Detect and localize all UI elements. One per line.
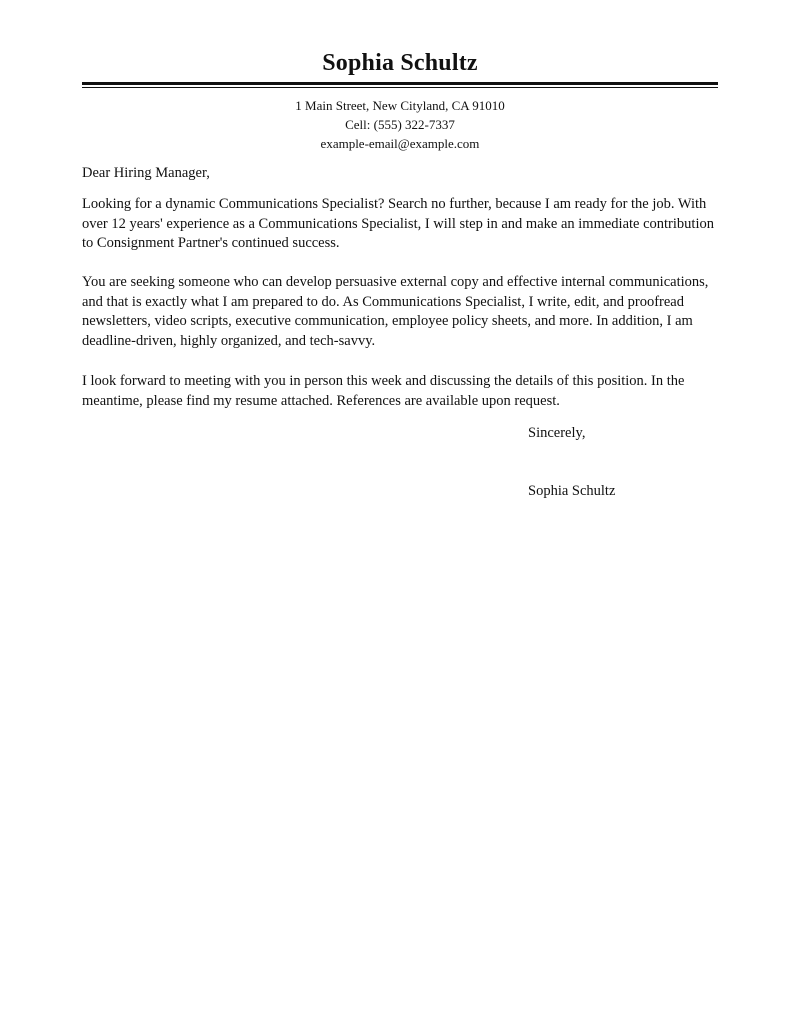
sender-email: example-email@example.com [320,136,480,151]
sender-phone: Cell: (555) 322-7337 [345,117,455,132]
header-rule-thick [82,82,718,85]
paragraph-1: Looking for a dynamic Communications Specialist? Search no further, because I am ready for the job. With over 12 years' experience as a Communications Specialist, I will step in and make an immediate contribution to Consignment Partner's continued success. [82,196,714,251]
header-rule-thin [82,87,718,88]
closing: Sincerely, [528,425,586,441]
sender-address: 1 Main Street, New Cityland, CA 91010 [295,98,505,113]
paragraph-2: You are seeking someone who can develop persuasive external copy and effective internal communications, and that is exactly what I am prepared to do. As Communications Specialist, I write, edit, and proofread newsletters, video scripts, executive communication, employee policy sheets, and more. In addition, I am deadline-driven, highly organized, and tech-savvy. [82,274,709,349]
contact-block [0,96,800,153]
paragraph-3: I look forward to meeting with you in person this week and discussing the details of this position. In the meantime, please find my resume attached. References are available upon request. [82,373,685,409]
salutation: Dear Hiring Manager, [82,165,210,181]
signature: Sophia Schultz [528,483,616,499]
sender-name: Sophia Schultz [322,50,478,76]
